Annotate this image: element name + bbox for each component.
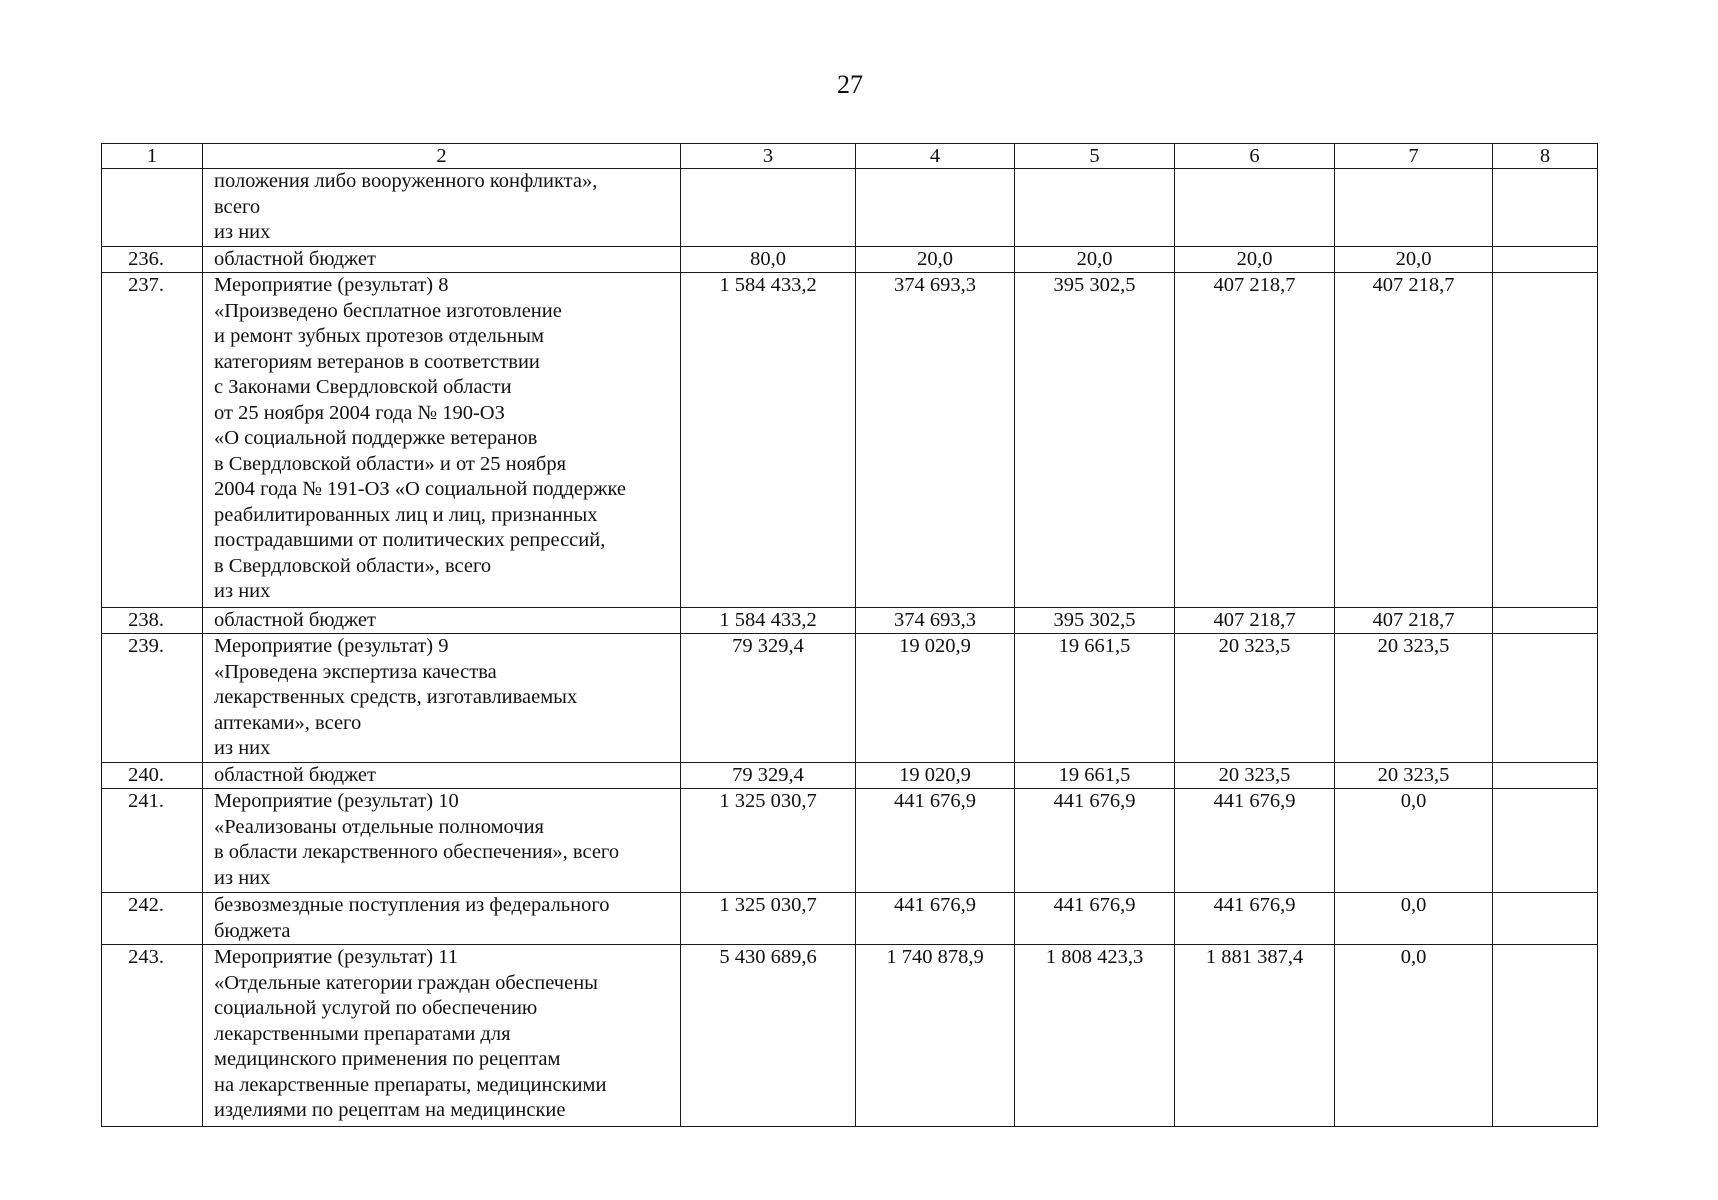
value-col-5 bbox=[1015, 169, 1175, 247]
value-col-8 bbox=[1493, 893, 1598, 945]
value-col-8 bbox=[1493, 789, 1598, 893]
value-col-7: 20 323,5 bbox=[1335, 634, 1493, 763]
row-number: 243. bbox=[102, 945, 203, 1127]
value-col-3: 5 430 689,6 bbox=[681, 945, 856, 1127]
value-col-8 bbox=[1493, 273, 1598, 608]
value-col-3: 1 584 433,2 bbox=[681, 273, 856, 608]
header-cell: 1 bbox=[102, 144, 203, 169]
header-cell: 6 bbox=[1175, 144, 1335, 169]
value-col-3: 1 325 030,7 bbox=[681, 789, 856, 893]
value-col-3: 79 329,4 bbox=[681, 763, 856, 789]
table-row bbox=[102, 945, 1598, 1127]
value-col-4: 441 676,9 bbox=[856, 893, 1015, 945]
row-description: областной бюджет bbox=[203, 608, 681, 634]
value-col-4: 19 020,9 bbox=[856, 763, 1015, 789]
value-col-5: 20,0 bbox=[1015, 247, 1175, 273]
row-description: Мероприятие (результат) 10 «Реализованы отдельные полномочия в области лекарственного обеспечения», всего из них bbox=[203, 789, 681, 893]
value-col-4: 1 740 878,9 bbox=[856, 945, 1015, 1127]
row-number: 238. bbox=[102, 608, 203, 634]
value-col-6: 1 881 387,4 bbox=[1175, 945, 1335, 1127]
value-col-5: 19 661,5 bbox=[1015, 763, 1175, 789]
table-row bbox=[102, 789, 1598, 893]
page-number: 27 bbox=[837, 70, 863, 99]
row-description: Мероприятие (результат) 8 «Произведено бесплатное изготовление и ремонт зубных протезов отдельным категориям ветеранов в соответствии с Законами Свердловской области от 25 ноября 2004 года № 190-ОЗ «О социальной поддержке ветеранов в Свердловской области» и от 25 ноября 2004 года № 191-ОЗ «О социальной поддержке реабилитированных лиц и лиц, признанных пострадавшими от политических репрессий, в Свердловской области», всего из них bbox=[203, 273, 681, 608]
table-row bbox=[102, 273, 1598, 608]
value-col-8 bbox=[1493, 247, 1598, 273]
value-col-4: 20,0 bbox=[856, 247, 1015, 273]
row-number: 242. bbox=[102, 893, 203, 945]
value-col-7: 20 323,5 bbox=[1335, 763, 1493, 789]
row-description: областной бюджет bbox=[203, 763, 681, 789]
value-col-5: 19 661,5 bbox=[1015, 634, 1175, 763]
budget-table bbox=[101, 143, 1598, 1127]
table-row bbox=[102, 634, 1598, 763]
value-col-5: 395 302,5 bbox=[1015, 608, 1175, 634]
value-col-3: 1 325 030,7 bbox=[681, 893, 856, 945]
table-row bbox=[102, 169, 1598, 247]
header-cell: 4 bbox=[856, 144, 1015, 169]
value-col-3: 79 329,4 bbox=[681, 634, 856, 763]
value-col-6: 441 676,9 bbox=[1175, 789, 1335, 893]
table-row bbox=[102, 763, 1598, 789]
value-col-7: 407 218,7 bbox=[1335, 608, 1493, 634]
table-header-row bbox=[102, 144, 1598, 169]
value-col-5: 395 302,5 bbox=[1015, 273, 1175, 608]
value-col-6 bbox=[1175, 169, 1335, 247]
row-number bbox=[102, 169, 203, 247]
row-number: 237. bbox=[102, 273, 203, 608]
value-col-7: 0,0 bbox=[1335, 945, 1493, 1127]
value-col-8 bbox=[1493, 169, 1598, 247]
value-col-6: 20,0 bbox=[1175, 247, 1335, 273]
value-col-6: 407 218,7 bbox=[1175, 608, 1335, 634]
value-col-6: 20 323,5 bbox=[1175, 763, 1335, 789]
value-col-3: 1 584 433,2 bbox=[681, 608, 856, 634]
table-row bbox=[102, 608, 1598, 634]
value-col-6: 20 323,5 bbox=[1175, 634, 1335, 763]
row-description: положения либо вооруженного конфликта», всего из них bbox=[203, 169, 681, 247]
header-cell: 3 bbox=[681, 144, 856, 169]
row-description: Мероприятие (результат) 9 «Проведена экспертиза качества лекарственных средств, изготавливаемых аптеками», всего из них bbox=[203, 634, 681, 763]
row-description: областной бюджет bbox=[203, 247, 681, 273]
value-col-3: 80,0 bbox=[681, 247, 856, 273]
value-col-6: 441 676,9 bbox=[1175, 893, 1335, 945]
value-col-4: 19 020,9 bbox=[856, 634, 1015, 763]
table-row bbox=[102, 893, 1598, 945]
value-col-7: 0,0 bbox=[1335, 789, 1493, 893]
value-col-5: 441 676,9 bbox=[1015, 893, 1175, 945]
value-col-4: 441 676,9 bbox=[856, 789, 1015, 893]
value-col-8 bbox=[1493, 763, 1598, 789]
value-col-4: 374 693,3 bbox=[856, 608, 1015, 634]
header-cell: 8 bbox=[1493, 144, 1598, 169]
value-col-8 bbox=[1493, 634, 1598, 763]
row-number: 239. bbox=[102, 634, 203, 763]
header-cell: 7 bbox=[1335, 144, 1493, 169]
value-col-5: 1 808 423,3 bbox=[1015, 945, 1175, 1127]
row-number: 241. bbox=[102, 789, 203, 893]
header-cell: 2 bbox=[203, 144, 681, 169]
value-col-8 bbox=[1493, 945, 1598, 1127]
value-col-3 bbox=[681, 169, 856, 247]
value-col-5: 441 676,9 bbox=[1015, 789, 1175, 893]
value-col-7: 0,0 bbox=[1335, 893, 1493, 945]
row-number: 240. bbox=[102, 763, 203, 789]
value-col-6: 407 218,7 bbox=[1175, 273, 1335, 608]
row-description: безвозмездные поступления из федерального бюджета bbox=[203, 893, 681, 945]
row-description: Мероприятие (результат) 11 «Отдельные категории граждан обеспечены социальной услугой по обеспечению лекарственными препаратами для медицинского применения по рецептам на лекарственные препараты, медицинскими изделиями по рецептам на медицинские bbox=[203, 945, 681, 1127]
row-number: 236. bbox=[102, 247, 203, 273]
header-cell: 5 bbox=[1015, 144, 1175, 169]
value-col-4: 374 693,3 bbox=[856, 273, 1015, 608]
value-col-7: 407 218,7 bbox=[1335, 273, 1493, 608]
value-col-7 bbox=[1335, 169, 1493, 247]
value-col-4 bbox=[856, 169, 1015, 247]
table-row bbox=[102, 247, 1598, 273]
value-col-7: 20,0 bbox=[1335, 247, 1493, 273]
value-col-8 bbox=[1493, 608, 1598, 634]
